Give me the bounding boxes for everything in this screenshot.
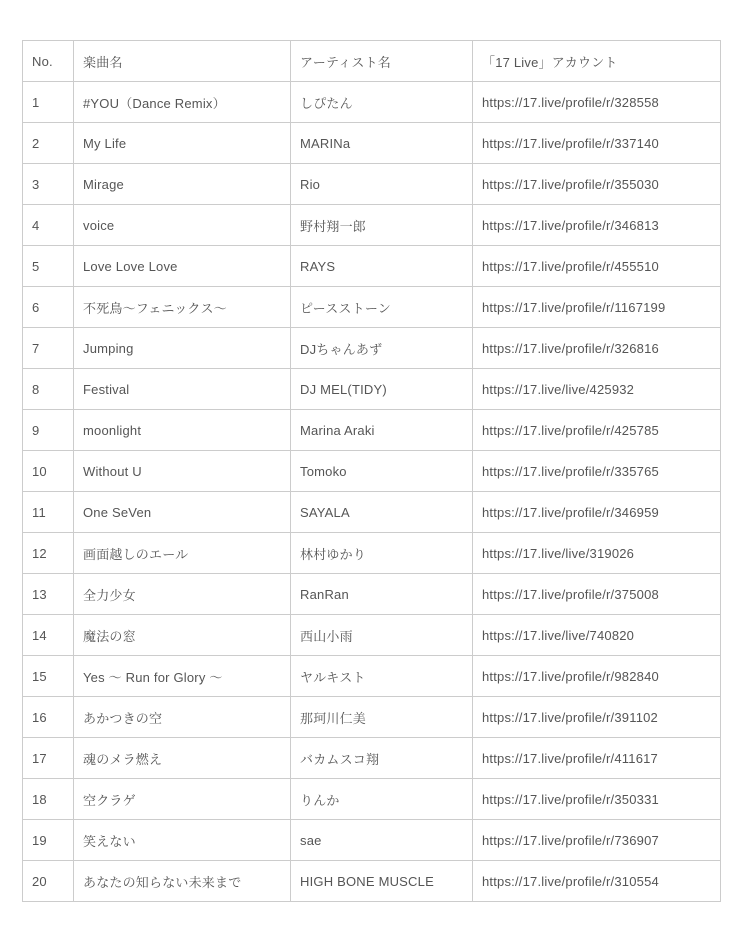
cell-row-number: 7 [23,328,74,369]
cell-artist-name: SAYALA [291,492,473,533]
cell-row-number: 12 [23,533,74,574]
cell-account-url: https://17.live/profile/r/355030 [473,164,721,205]
cell-row-number: 14 [23,615,74,656]
header-no: No. [23,41,74,82]
table-body [23,82,721,902]
table-row [23,533,721,574]
table-row [23,779,721,820]
table-row [23,574,721,615]
cell-row-number: 18 [23,779,74,820]
cell-row-number: 13 [23,574,74,615]
cell-row-number: 3 [23,164,74,205]
cell-account-url: https://17.live/profile/r/337140 [473,123,721,164]
cell-song-title: #YOU（Dance Remix） [74,82,291,123]
cell-song-title: voice [74,205,291,246]
cell-artist-name: RanRan [291,574,473,615]
table-row [23,656,721,697]
cell-artist-name: 那珂川仁美 [291,697,473,738]
cell-artist-name: DJ MEL(TIDY) [291,369,473,410]
table-row [23,82,721,123]
cell-account-url: https://17.live/live/740820 [473,615,721,656]
table-row [23,369,721,410]
table-row [23,697,721,738]
cell-row-number: 1 [23,82,74,123]
cell-artist-name: HIGH BONE MUSCLE [291,861,473,902]
cell-song-title: 魔法の窓 [74,615,291,656]
cell-account-url: https://17.live/live/425932 [473,369,721,410]
cell-song-title: One SeVen [74,492,291,533]
cell-row-number: 19 [23,820,74,861]
header-song: 楽曲名 [74,41,291,82]
cell-song-title: 不死鳥〜フェニックス〜 [74,287,291,328]
cell-song-title: 全力少女 [74,574,291,615]
cell-artist-name: ヤルキスト [291,656,473,697]
table-row [23,205,721,246]
cell-song-title: Love Love Love [74,246,291,287]
cell-account-url: https://17.live/profile/r/346959 [473,492,721,533]
cell-row-number: 10 [23,451,74,492]
cell-song-title: Without U [74,451,291,492]
cell-row-number: 5 [23,246,74,287]
cell-song-title: Jumping [74,328,291,369]
cell-artist-name: しぴたん [291,82,473,123]
cell-account-url: https://17.live/profile/r/350331 [473,779,721,820]
cell-account-url: https://17.live/profile/r/328558 [473,82,721,123]
cell-row-number: 16 [23,697,74,738]
cell-artist-name: バカムスコ翔 [291,738,473,779]
cell-account-url: https://17.live/profile/r/455510 [473,246,721,287]
header-artist: アーティスト名 [291,41,473,82]
cell-song-title: Festival [74,369,291,410]
cell-song-title: Mirage [74,164,291,205]
cell-row-number: 6 [23,287,74,328]
cell-account-url: https://17.live/profile/r/391102 [473,697,721,738]
table-row [23,861,721,902]
cell-song-title: 魂のメラ燃え [74,738,291,779]
table-row [23,164,721,205]
cell-song-title: あかつきの空 [74,697,291,738]
cell-song-title: moonlight [74,410,291,451]
cell-account-url: https://17.live/profile/r/375008 [473,574,721,615]
cell-row-number: 2 [23,123,74,164]
header-account: 「17 Live」アカウント [473,41,721,82]
cell-artist-name: 野村翔一郎 [291,205,473,246]
cell-account-url: https://17.live/profile/r/411617 [473,738,721,779]
cell-artist-name: MARINa [291,123,473,164]
cell-account-url: https://17.live/live/319026 [473,533,721,574]
header-row [23,41,721,82]
cell-account-url: https://17.live/profile/r/310554 [473,861,721,902]
cell-artist-name: RAYS [291,246,473,287]
cell-row-number: 8 [23,369,74,410]
cell-artist-name: 林村ゆかり [291,533,473,574]
cell-account-url: https://17.live/profile/r/982840 [473,656,721,697]
cell-artist-name: りんか [291,779,473,820]
cell-row-number: 17 [23,738,74,779]
cell-song-title: あなたの知らない未来まで [74,861,291,902]
table-row [23,328,721,369]
cell-row-number: 11 [23,492,74,533]
cell-song-title: My Life [74,123,291,164]
cell-row-number: 4 [23,205,74,246]
cell-account-url: https://17.live/profile/r/1167199 [473,287,721,328]
table-row [23,287,721,328]
cell-account-url: https://17.live/profile/r/326816 [473,328,721,369]
cell-song-title: 空クラゲ [74,779,291,820]
cell-row-number: 9 [23,410,74,451]
song-ranking-table [22,40,721,902]
table-row [23,615,721,656]
cell-account-url: https://17.live/profile/r/736907 [473,820,721,861]
cell-song-title: 画面越しのエール [74,533,291,574]
table-row [23,738,721,779]
table-row [23,451,721,492]
cell-artist-name: Rio [291,164,473,205]
table-row [23,246,721,287]
table-row [23,410,721,451]
cell-artist-name: sae [291,820,473,861]
cell-song-title: 笑えない [74,820,291,861]
cell-artist-name: 西山小雨 [291,615,473,656]
cell-account-url: https://17.live/profile/r/425785 [473,410,721,451]
table-row [23,820,721,861]
cell-artist-name: Marina Araki [291,410,473,451]
table-row [23,492,721,533]
cell-row-number: 15 [23,656,74,697]
table-row [23,123,721,164]
cell-artist-name: Tomoko [291,451,473,492]
cell-artist-name: DJちゃんあず [291,328,473,369]
cell-account-url: https://17.live/profile/r/346813 [473,205,721,246]
cell-account-url: https://17.live/profile/r/335765 [473,451,721,492]
cell-artist-name: ピースストーン [291,287,473,328]
cell-song-title: Yes 〜 Run for Glory 〜 [74,656,291,697]
cell-row-number: 20 [23,861,74,902]
